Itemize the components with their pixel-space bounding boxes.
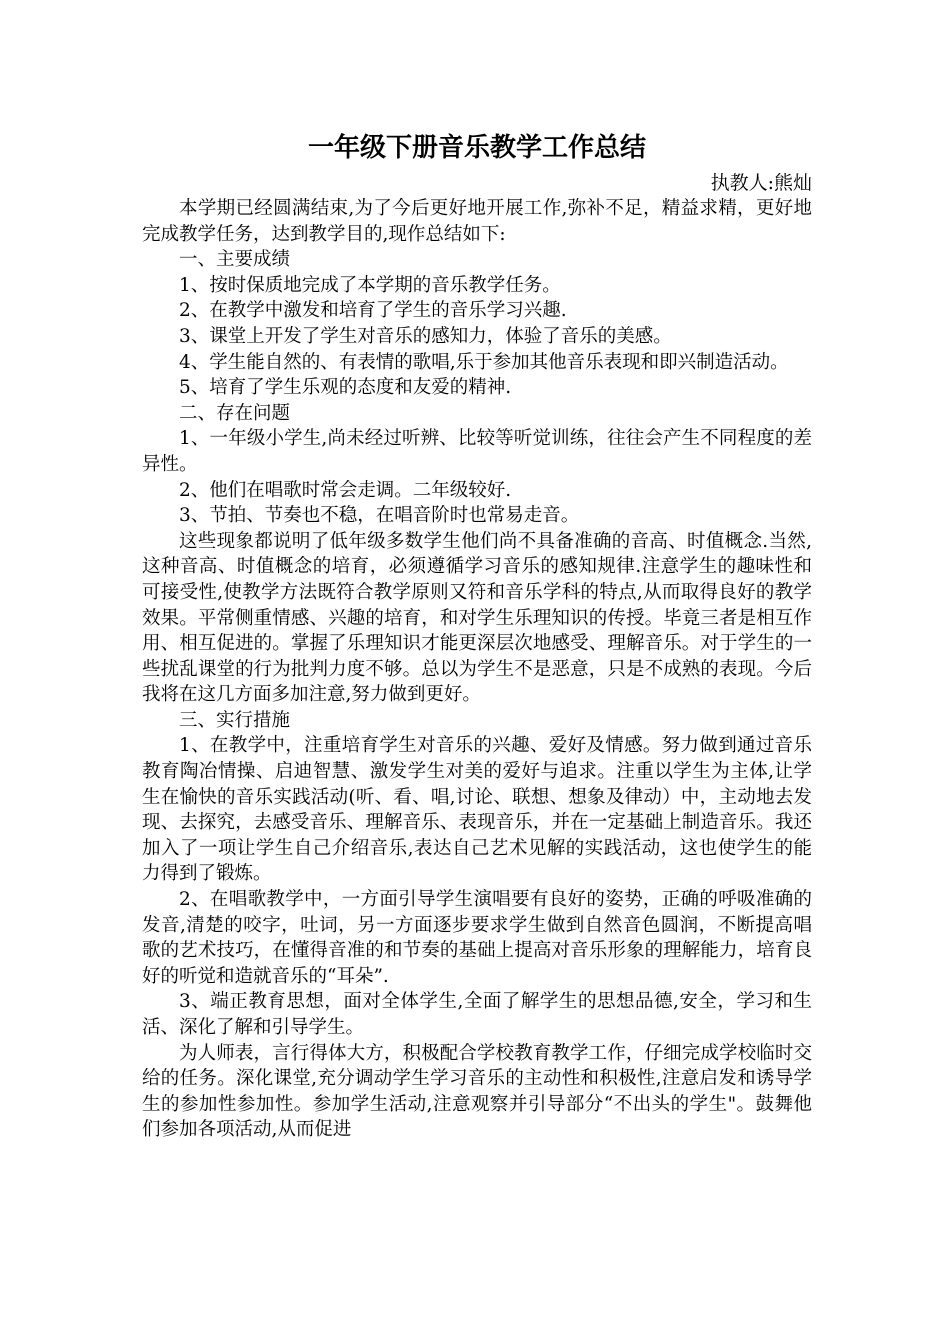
list-item: 2、在唱歌教学中，一方面引导学生演唱要有良好的姿势，正确的呼吸准确的发音,清楚的咬字，吐词，另一方面逐步要求学生做到自然音色圆润，不断提高唱歌的艺术技巧，在懂得音准的和节奏的基础上提高对音乐形象的理解能力，培育良好的听觉和造就音乐的“耳朵”.: [142, 889, 812, 987]
section-heading-problems: 二、存在问题: [179, 402, 291, 424]
list-item: 2、他们在唱歌时常会走调。二年级较好.: [179, 479, 512, 501]
list-item: 3、节拍、节奏也不稳，在唱音阶时也常易走音。: [179, 505, 580, 527]
list-item: 1、按时保质地完成了本学期的音乐教学任务。: [179, 274, 561, 296]
section-heading-achievements: 一、主要成绩: [179, 249, 291, 271]
list-item: 3、课堂上开发了学生对音乐的感知力，体验了音乐的美感。: [179, 325, 672, 347]
list-item: 3、端正教育思想，面对全体学生,全面了解学生的思想品德,安全，学习和生活、深化了解和引导学生。: [142, 991, 812, 1038]
document-body: [142, 196, 812, 1143]
list-item: 2、在教学中激发和培育了学生的音乐学习兴趣.: [179, 300, 567, 322]
section-heading-measures: 三、实行措施: [179, 709, 291, 731]
paragraph-analysis: 这些现象都说明了低年级多数学生他们尚不具备准确的音高、时值概念.当然,这种音高、时值概念的培育，必须遵循学习音乐的感知规律.注意学生的趣味性和可接受性,使教学方法既符合教学原则又符和音乐学科的特点,从而取得良好的教学效果。平常侧重情感、兴趣的培育，和对学生乐理知识的传授。毕竟三者是相互作用、相互促进的。掌握了乐理知识才能更深层次地感受、理解音乐。对于学生的一些扰乱课堂的行为批判力度不够。总以为学生不是恶意，只是不成熟的表现。今后我将在这几方面多加注意,努力做到更好。: [142, 530, 812, 706]
paragraph-conduct: 为人师表，言行得体大方，积极配合学校教育教学工作，仔细完成学校临时交给的任务。深化课堂,充分调动学生学习音乐的主动性和积极性,注意启发和诱导学生的参加性参加性。参加学生活动,注意观察并引导部分“不出头的学生"。鼓舞他们参加各项活动,从而促进: [142, 1042, 812, 1141]
document-page: [142, 126, 812, 1143]
list-item: 4、学生能自然的、有表情的歌唱,乐于参加其他音乐表现和即兴制造活动。: [179, 351, 789, 373]
paragraph-intro: 本学期已经圆满结束,为了今后更好地开展工作,弥补不足，精益求精，更好地完成教学任务，达到教学目的,现作总结如下:: [142, 198, 812, 245]
list-item: 1、一年级小学生,尚未经过听辨、比较等听觉训练，往往会产生不同程度的差异性。: [142, 428, 812, 475]
document-title: 一年级下册音乐教学工作总结: [307, 133, 646, 163]
list-item: 5、培育了学生乐观的态度和友爱的精神.: [179, 377, 512, 399]
list-item: 1、在教学中，注重培育学生对音乐的兴趣、爱好及情感。努力做到通过音乐教育陶冶情操、启迪智慧、激发学生对美的爱好与追求。注重以学生为主体,让学生在愉快的音乐实践活动(听、看、唱,讨论、联想、想象及律动）中，主动地去发现、去探究，去感受音乐、理解音乐、表现音乐，并在一定基础上制造音乐。我还加入了一项让学生自己介绍音乐,表达自己艺术见解的实践活动，这也使学生的能力得到了锻炼。: [142, 735, 812, 885]
document-author: 执教人:熊灿: [710, 172, 812, 194]
